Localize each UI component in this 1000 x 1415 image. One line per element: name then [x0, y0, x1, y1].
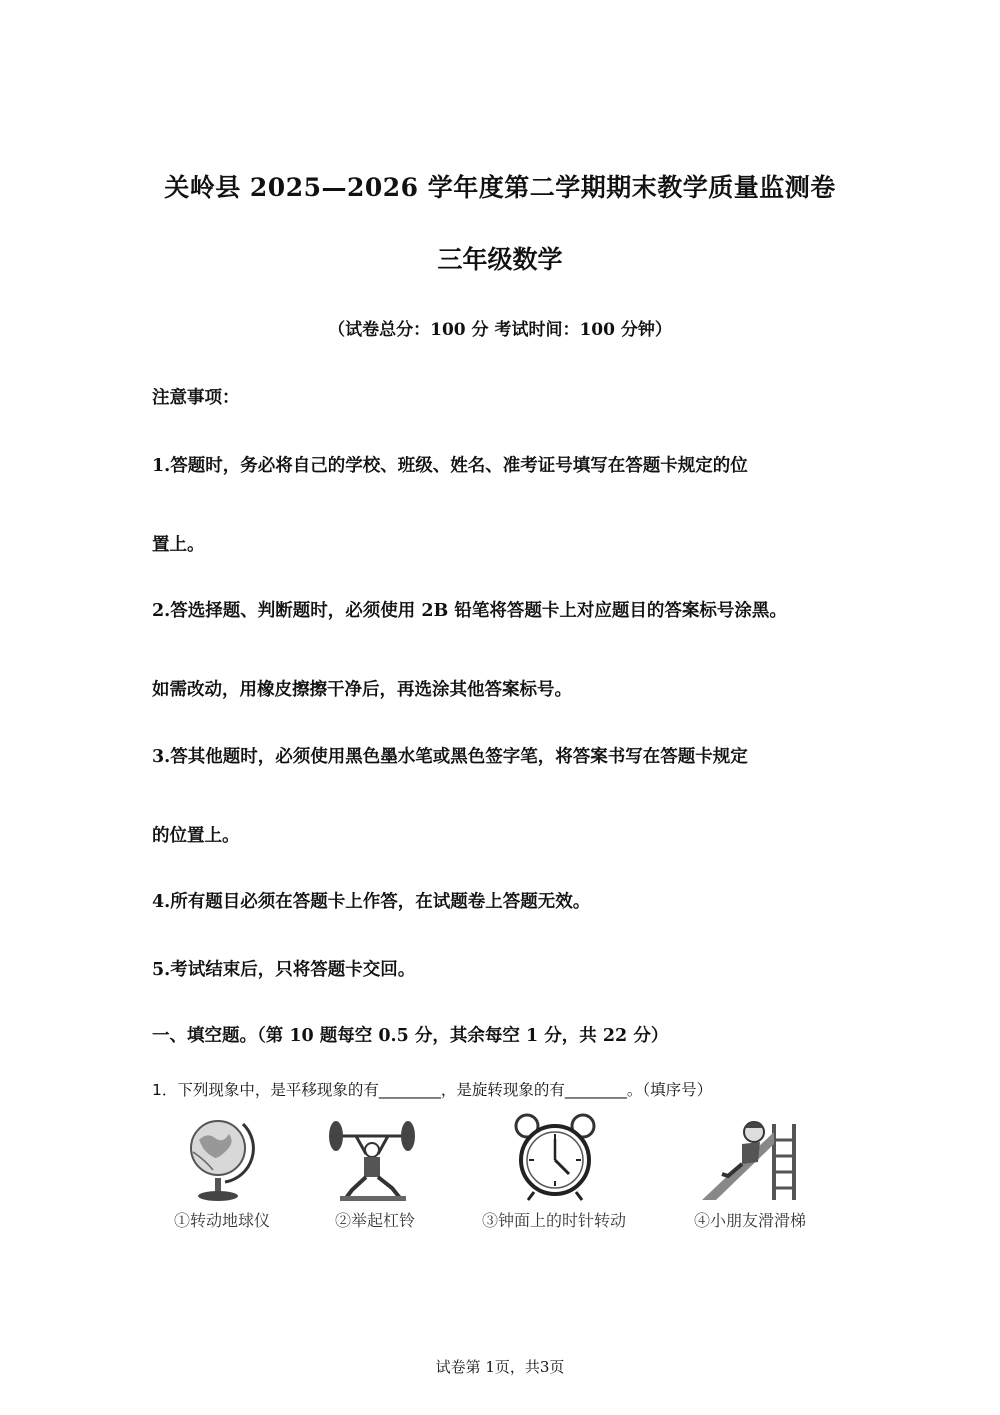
question-1: 1．下列现象中，是平移现象的有________，是旋转现象的有________。（填序号） [152, 1081, 713, 1099]
caption-4: ④小朋友滑滑梯 [693, 1211, 806, 1230]
alarm-clock-icon [514, 1112, 596, 1204]
exam-info: （试卷总分：100 分 考试时间：100 分钟） [328, 320, 672, 340]
caption-1: ①转动地球仪 [173, 1211, 270, 1230]
notice-line-1: 1.答题时，务必将自己的学校、班级、姓名、准考证号填写在答题卡规定的位 [152, 456, 748, 476]
exam-title: 关岭县 2025—2026 学年度第二学期期末教学质量监测卷 [164, 173, 836, 202]
notice-line-6: 的位置上。 [152, 826, 240, 846]
caption-3: ③钟面上的时针转动 [481, 1211, 626, 1230]
page-footer: 试卷第 1页，共3页 [435, 1358, 565, 1376]
notice-line-3: 2.答选择题、判断题时，必须使用 2B 铅笔将答题卡上对应题目的答案标号涂黑。 [152, 601, 787, 621]
notice-heading: 注意事项： [152, 388, 240, 408]
notice-line-5: 3.答其他题时，必须使用黑色墨水笔或黑色签字笔，将答案书写在答题卡规定 [152, 747, 748, 767]
globe-icon [185, 1112, 255, 1204]
notice-line-2: 置上。 [152, 535, 205, 555]
notice-line-4: 如需改动，用橡皮擦擦干净后，再选涂其他答案标号。 [152, 680, 572, 700]
weightlifter-icon [326, 1114, 418, 1204]
exam-subtitle: 三年级数学 [437, 245, 563, 274]
slide-icon [698, 1114, 802, 1202]
caption-2: ②举起杠铃 [334, 1211, 415, 1230]
notice-line-8: 5.考试结束后，只将答题卡交回。 [152, 960, 416, 980]
section-1-heading: 一、填空题。（第 10 题每空 0.5 分，其余每空 1 分，共 22 分） [152, 1026, 669, 1046]
notice-line-7: 4.所有题目必须在答题卡上作答，在试题卷上答题无效。 [152, 892, 591, 912]
